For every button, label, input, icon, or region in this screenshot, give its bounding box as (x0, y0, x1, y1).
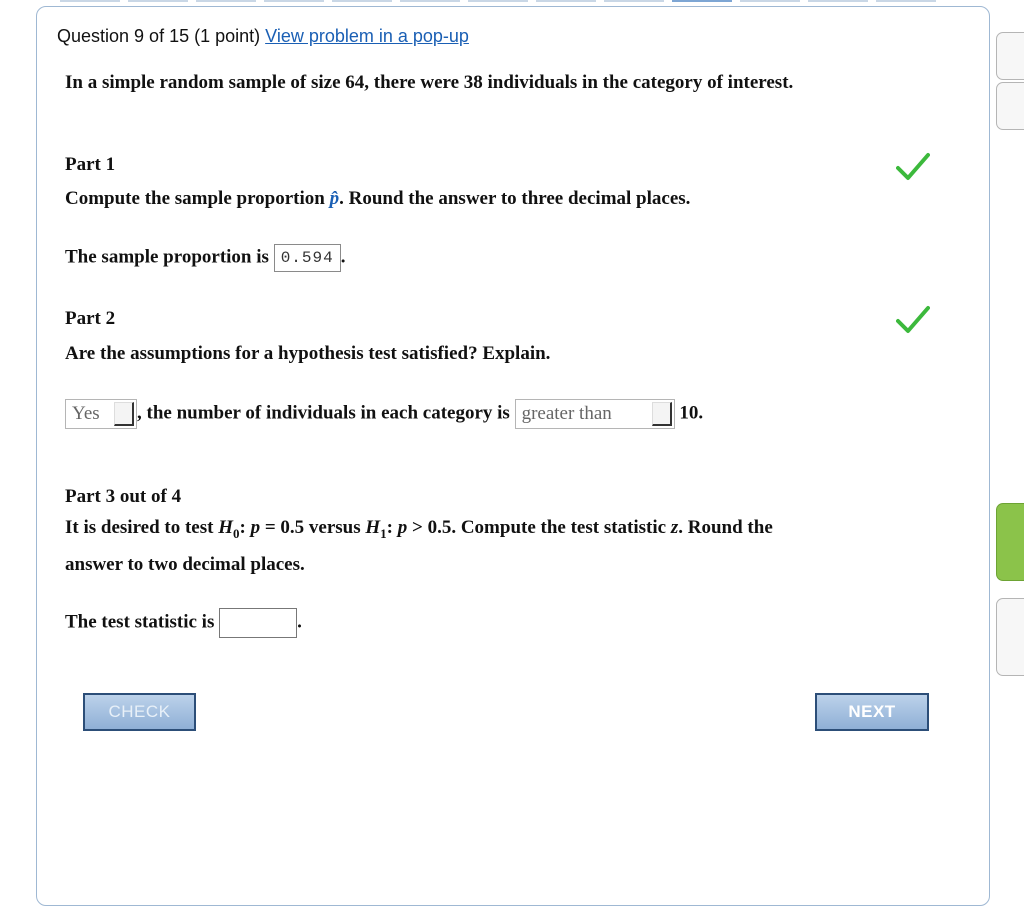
side-tool-button-1[interactable] (996, 32, 1024, 80)
dropdown-arrow-icon (652, 402, 672, 426)
yes-no-dropdown-value: Yes (72, 403, 100, 424)
part2-answer-line: Yes , the number of individuals in each category is greater than 10. (65, 399, 703, 429)
question-label: Question 9 of 15 (1 point) (57, 26, 261, 46)
part3-prompt-line2: answer to two decimal places. (65, 554, 305, 575)
sample-proportion-input[interactable]: 0.594 (274, 244, 341, 272)
question-panel (36, 6, 990, 906)
popup-link[interactable]: View problem in a pop-up (265, 26, 469, 46)
part2-prompt: Are the assumptions for a hypothesis test satisfied? Explain. (65, 343, 551, 364)
part1-answer-line: The sample proportion is 0.594 . (65, 244, 345, 272)
test-statistic-input[interactable] (219, 608, 297, 638)
part3-title: Part 3 out of 4 (65, 486, 182, 507)
part3-answer-line: The test statistic is . (65, 608, 302, 638)
part2-checkmark-icon (896, 305, 930, 335)
part1-title: Part 1 (65, 154, 116, 175)
question-header (57, 26, 469, 47)
part1-checkmark-icon (896, 152, 930, 182)
comparison-dropdown[interactable] (515, 399, 675, 429)
intro-text: In a simple random sample of size 64, there were 38 individuals in the category of interest. (65, 72, 794, 93)
part3-prompt-line1: It is desired to test $H_0$: p = 0.5 versus $H_1$: p > 0.5. Compute the test statistic z. Round the (65, 517, 773, 541)
side-tool-button-3[interactable] (996, 598, 1024, 676)
comparison-dropdown-value: greater than (521, 403, 612, 424)
check-button[interactable]: CHECK (83, 693, 196, 731)
next-button[interactable]: NEXT (815, 693, 929, 731)
yes-no-dropdown[interactable] (65, 399, 137, 429)
side-tool-button-2[interactable] (996, 82, 1024, 130)
part1-prompt: Compute the sample proportion p̂. Round the answer to three decimal places. (65, 188, 691, 209)
p-hat-symbol: p̂ (329, 188, 340, 209)
dropdown-arrow-icon (114, 402, 134, 426)
part2-title: Part 2 (65, 308, 116, 329)
top-tab-strip (0, 0, 1024, 4)
side-green-button[interactable] (996, 503, 1024, 581)
